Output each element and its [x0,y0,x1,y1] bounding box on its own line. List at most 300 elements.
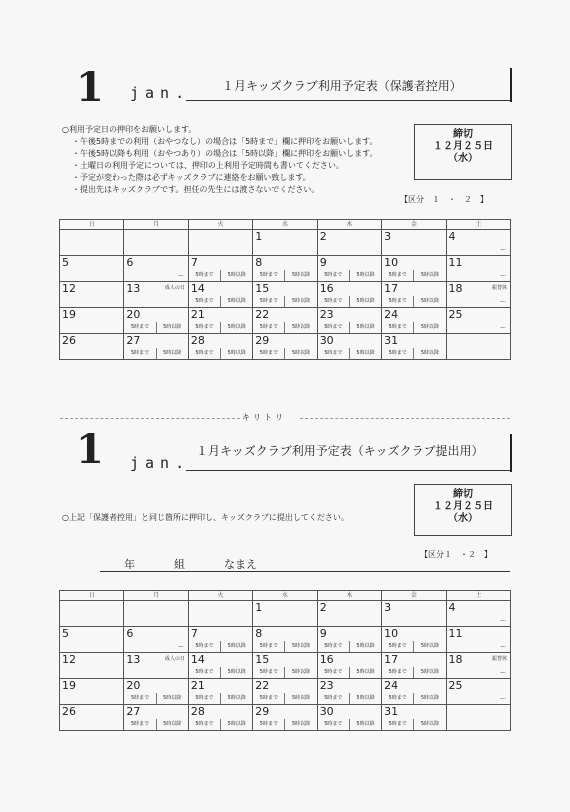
until-5pm-slot[interactable]: 5時まで [195,695,214,701]
until-5pm-slot[interactable]: 5時まで [324,721,343,727]
after-5pm-slot[interactable]: 5時以降 [349,693,381,704]
calendar-day-cell[interactable] [446,627,510,653]
day-number: 31 [384,334,399,347]
stamp-slots [124,719,187,730]
after-5pm-slot[interactable]: 5時以降 [349,719,381,730]
day-number: 22 [255,308,270,321]
year-label: 年 [124,558,135,571]
day-number: 7 [190,627,198,640]
calendar-week-row [60,705,511,731]
weekday-header: 木 [317,220,381,230]
calendar-day-cell[interactable] [382,334,446,360]
until-5pm-slot[interactable]: 5時まで [324,695,343,701]
calendar-day-cell[interactable] [317,627,381,653]
page-title: １月キッズクラブ利用予定表（保護者控用） [222,79,462,93]
weekday-header: 土 [446,591,510,601]
calendar-day-cell [382,230,446,256]
day-number: 4 [448,601,456,614]
until-5pm-slot[interactable]: 5時まで [259,643,278,649]
name-field-line[interactable] [100,571,510,572]
calendar-day-cell [60,679,124,705]
day-number: 14 [190,653,205,666]
calendar-empty-cell [60,601,124,627]
stamp-slots [189,348,252,359]
stamp-slots [189,270,252,281]
calendar-week-row [60,653,511,679]
day-number: 14 [190,282,205,295]
after-5pm-slot[interactable]: 5時以降 [156,719,188,730]
class-label: 組 [174,558,185,571]
title-underline [186,100,510,101]
calendar-top [59,219,511,360]
until-5pm-slot[interactable]: 5時まで [324,350,343,356]
calendar-day-cell [60,627,124,653]
day-number: 1 [255,601,263,614]
until-5pm-slot[interactable]: 5時まで [259,298,278,304]
day-number: 10 [384,256,399,269]
stamp-slots [253,296,316,307]
after-5pm-slot[interactable]: 5時以降 [284,693,316,704]
until-5pm-slot[interactable]: 5時まで [324,298,343,304]
calendar-day-cell [60,705,124,731]
stamp-slots [318,296,381,307]
calendar-day-cell[interactable] [317,679,381,705]
holiday-note: 成人の日 [164,656,185,662]
after-5pm-slot[interactable]: 5時以降 [413,719,445,730]
day-number: 20 [126,308,141,321]
day-number: 27 [126,705,141,718]
calendar-day-cell[interactable] [253,334,317,360]
after-5pm-slot[interactable]: 5時以降 [220,667,252,678]
stamp-slots [382,296,445,307]
weekday-header: 金 [382,220,446,230]
day-number: 12 [62,653,76,666]
calendar-empty-cell [188,230,252,256]
after-5pm-slot[interactable]: 5時以降 [156,322,188,333]
day-number: 26 [62,705,76,718]
holiday-note: 成人の日 [164,285,185,291]
day-number: 22 [255,679,270,692]
day-number: 23 [319,679,334,692]
stamp-slots [382,667,445,678]
day-number: 1 [255,230,263,243]
calendar-day-cell[interactable] [317,653,381,679]
after-5pm-slot[interactable]: 5時以降 [284,719,316,730]
instruction-item: ・予定が変わった際は必ずキッズクラブに連絡をお願い致します。 [72,173,311,182]
until-5pm-slot[interactable]: 5時まで [388,324,407,330]
weekday-header: 月 [124,591,188,601]
holiday-note: 振替休 [491,285,507,291]
calendar-week-row [60,230,511,256]
time-range-field[interactable]: ～ [499,618,506,625]
until-5pm-slot[interactable]: 5時まで [259,695,278,701]
day-number: 17 [384,653,399,666]
deadline-label: 締切 [453,129,473,140]
stamp-slots [253,641,316,652]
instructions [62,124,378,196]
after-5pm-slot[interactable]: 5時以降 [284,667,316,678]
until-5pm-slot[interactable]: 5時まで [388,721,407,727]
weekday-header: 木 [317,591,381,601]
until-5pm-slot[interactable]: 5時まで [259,721,278,727]
calendar-bottom [59,590,511,731]
deadline-date: １２月２５日 [433,141,493,152]
until-5pm-slot[interactable]: 5時まで [130,695,150,701]
until-5pm-slot[interactable]: 5時まで [195,669,214,675]
until-5pm-slot[interactable]: 5時まで [324,669,343,675]
stamp-slots [318,693,381,704]
after-5pm-slot[interactable]: 5時以降 [284,296,316,307]
calendar-day-cell[interactable] [124,705,188,731]
time-range-field[interactable]: ～ [499,273,506,280]
calendar-day-cell[interactable] [446,282,510,308]
until-5pm-slot[interactable]: 5時まで [259,350,278,356]
weekday-header-row [60,220,511,230]
after-5pm-slot[interactable]: 5時以降 [220,322,252,333]
day-number: 26 [62,334,76,347]
stamp-slots [318,270,381,281]
calendar-day-cell[interactable] [317,334,381,360]
weekday-header: 日 [60,591,124,601]
instruction-item: ・午後5時までの利用（おやつなし）の場合は「5時まで」欄に押印をお願いします。 [72,137,378,146]
after-5pm-slot[interactable]: 5時以降 [220,719,252,730]
day-number: 9 [319,627,327,640]
calendar-day-cell[interactable] [317,282,381,308]
until-5pm-slot[interactable]: 5時まで [130,721,150,727]
after-5pm-slot[interactable]: 5時以降 [413,270,445,281]
after-5pm-slot[interactable]: 5時以降 [413,641,445,652]
calendar-day-cell[interactable] [382,282,446,308]
calendar-day-cell[interactable] [124,627,188,653]
calendar-day-cell [60,308,124,334]
time-range-field[interactable]: ～ [499,299,506,306]
after-5pm-slot[interactable]: 5時以降 [284,641,316,652]
calendar-week-row [60,627,511,653]
until-5pm-slot[interactable]: 5時まで [195,324,214,330]
calendar-day-cell[interactable] [382,627,446,653]
calendar-day-cell[interactable] [253,627,317,653]
calendar-day-cell[interactable] [446,679,510,705]
deadline-box [414,124,512,180]
title-bracket [510,68,512,102]
calendar-day-cell [317,601,381,627]
until-5pm-slot[interactable]: 5時まで [130,324,150,330]
calendar-empty-cell [188,601,252,627]
category-selector[interactable]: 【区分 １ ・ ２ 】 [400,195,488,204]
day-number: 13 [126,282,141,295]
calendar-day-cell [124,653,188,679]
until-5pm-slot[interactable]: 5時まで [259,324,278,330]
until-5pm-slot[interactable]: 5時まで [259,272,278,278]
day-number: 11 [448,627,463,640]
weekday-header: 土 [446,220,510,230]
day-number: 21 [190,679,205,692]
cut-line-left [60,418,240,419]
until-5pm-slot[interactable]: 5時まで [388,272,407,278]
cut-line-right [300,418,510,419]
day-number: 12 [62,282,76,295]
calendar-day-cell[interactable] [188,653,252,679]
stamp-slots [189,641,252,652]
stamp-slots [253,270,316,281]
after-5pm-slot[interactable]: 5時以降 [349,667,381,678]
day-number: 29 [255,705,270,718]
day-number: 27 [126,334,141,347]
calendar-day-cell[interactable] [317,256,381,282]
calendar-day-cell[interactable] [382,308,446,334]
calendar-day-cell[interactable] [253,653,317,679]
after-5pm-slot[interactable]: 5時以降 [156,348,188,359]
after-5pm-slot[interactable]: 5時以降 [220,693,252,704]
stamp-slots [253,322,316,333]
weekday-header-row [60,591,511,601]
calendar-day-cell[interactable] [188,679,252,705]
after-5pm-slot[interactable]: 5時以降 [284,270,316,281]
after-5pm-slot[interactable]: 5時以降 [413,693,445,704]
calendar-day-cell[interactable] [124,308,188,334]
holiday-note: 振替休 [491,656,507,662]
day-number: 8 [255,627,263,640]
day-number: 20 [126,679,141,692]
day-number: 4 [448,230,456,243]
day-number: 24 [384,679,399,692]
calendar-day-cell[interactable] [382,653,446,679]
stamp-slots [318,641,381,652]
calendar-day-cell[interactable] [188,282,252,308]
day-number: 15 [255,282,270,295]
calendar-day-cell[interactable] [382,679,446,705]
after-5pm-slot[interactable]: 5時以降 [284,348,316,359]
time-range-field[interactable]: ～ [499,325,506,332]
until-5pm-slot[interactable]: 5時まで [195,272,214,278]
calendar-day-cell[interactable] [382,705,446,731]
calendar-day-cell[interactable] [446,601,510,627]
calendar-day-cell [60,282,124,308]
stamp-slots [382,693,445,704]
time-range-field[interactable]: ～ [499,247,506,254]
until-5pm-slot[interactable]: 5時まで [388,695,407,701]
stamp-slots [253,348,316,359]
weekday-header: 月 [124,220,188,230]
day-number: 7 [190,256,198,269]
stamp-slots [318,322,381,333]
stamp-slots [189,693,252,704]
until-5pm-slot[interactable]: 5時まで [195,643,214,649]
calendar-day-cell[interactable] [446,230,510,256]
calendar-week-row [60,282,511,308]
stamp-slots [253,719,316,730]
day-number: 24 [384,308,399,321]
until-5pm-slot[interactable]: 5時まで [324,272,343,278]
calendar-day-cell[interactable] [188,334,252,360]
until-5pm-slot[interactable]: 5時まで [195,721,214,727]
until-5pm-slot[interactable]: 5時まで [388,350,407,356]
calendar-day-cell [253,230,317,256]
after-5pm-slot[interactable]: 5時以降 [220,641,252,652]
after-5pm-slot[interactable]: 5時以降 [284,322,316,333]
stamp-slots [318,667,381,678]
calendar-day-cell[interactable] [253,705,317,731]
until-5pm-slot[interactable]: 5時まで [195,350,214,356]
until-5pm-slot[interactable]: 5時まで [259,669,278,675]
day-number: 2 [319,601,327,614]
stamp-slots [382,348,445,359]
weekday-header: 火 [188,220,252,230]
day-number: 23 [319,308,334,321]
day-number: 17 [384,282,399,295]
day-number: 15 [255,653,270,666]
day-number: 30 [319,705,334,718]
calendar-day-cell[interactable] [382,256,446,282]
day-number: 25 [448,308,463,321]
calendar-day-cell [317,230,381,256]
after-5pm-slot[interactable]: 5時以降 [349,348,381,359]
instruction-item: ・土曜日の利用予定については、押印の上利用予定時間も書いてください。 [72,161,344,170]
after-5pm-slot[interactable]: 5時以降 [349,296,381,307]
day-number: 28 [190,334,205,347]
stamp-slots [382,322,445,333]
month-name: jan. [130,84,191,102]
day-number: 5 [62,256,69,269]
day-number: 3 [384,230,392,243]
calendar-day-cell[interactable] [124,256,188,282]
after-5pm-slot[interactable]: 5時以降 [220,348,252,359]
day-number: 31 [384,705,399,718]
deadline-day: （水） [448,153,478,164]
calendar-day-cell[interactable] [446,308,510,334]
time-range-field[interactable]: ～ [177,644,184,651]
month-number: 1 [76,426,104,473]
day-number: 29 [255,334,270,347]
calendar-day-cell[interactable] [124,334,188,360]
calendar-day-cell[interactable] [446,256,510,282]
calendar-empty-cell [446,334,510,360]
month-number: 1 [76,64,104,111]
calendar-day-cell[interactable] [253,256,317,282]
day-number: 9 [319,256,327,269]
title-bracket [510,434,512,472]
category-selector[interactable]: 【区分１ ・２ 】 [420,550,492,559]
after-5pm-slot[interactable]: 5時以降 [349,641,381,652]
calendar-day-cell [253,601,317,627]
stamp-slots [189,322,252,333]
day-number: 6 [126,627,134,640]
calendar-empty-cell [124,601,188,627]
stamp-slots [189,719,252,730]
calendar-empty-cell [446,705,510,731]
after-5pm-slot[interactable]: 5時以降 [413,667,445,678]
after-5pm-slot[interactable]: 5時以降 [349,270,381,281]
time-range-field[interactable]: ～ [177,273,184,280]
calendar-day-cell[interactable] [188,627,252,653]
after-5pm-slot[interactable]: 5時以降 [156,693,188,704]
stamp-slots [382,719,445,730]
stamp-slots [124,693,187,704]
day-number: 18 [448,282,463,295]
stamp-slots [189,296,252,307]
calendar-day-cell [60,256,124,282]
calendar-day-cell[interactable] [446,653,510,679]
calendar-day-cell[interactable] [188,256,252,282]
weekday-header: 金 [382,591,446,601]
day-number: 11 [448,256,463,269]
after-5pm-slot[interactable]: 5時以降 [220,296,252,307]
page-title: １月キッズクラブ利用予定表（キッズクラブ提出用） [196,444,484,458]
calendar-week-row [60,601,511,627]
day-number: 3 [384,601,392,614]
calendar-week-row [60,679,511,705]
day-number: 16 [319,282,334,295]
until-5pm-slot[interactable]: 5時まで [324,643,343,649]
day-number: 10 [384,627,399,640]
day-number: 30 [319,334,334,347]
deadline-date: １２月２５日 [433,501,493,512]
calendar-day-cell [124,282,188,308]
after-5pm-slot[interactable]: 5時以降 [413,322,445,333]
calendar-day-cell[interactable] [253,308,317,334]
after-5pm-slot[interactable]: 5時以降 [220,270,252,281]
weekday-header: 水 [253,591,317,601]
day-number: 18 [448,653,463,666]
calendar-day-cell[interactable] [317,308,381,334]
stamp-slots [253,693,316,704]
stamp-slots [318,719,381,730]
calendar-day-cell[interactable] [188,705,252,731]
title-underline [186,470,510,471]
time-range-field[interactable]: ～ [499,644,506,651]
calendar-empty-cell [124,230,188,256]
until-5pm-slot[interactable]: 5時まで [195,298,214,304]
until-5pm-slot[interactable]: 5時まで [324,324,343,330]
stamp-slots [253,667,316,678]
after-5pm-slot[interactable]: 5時以降 [413,348,445,359]
deadline-label: 締切 [453,489,473,500]
time-range-field[interactable]: ～ [499,696,506,703]
stamp-slots [382,641,445,652]
day-number: 16 [319,653,334,666]
instruction-item: ・午後5時以降も利用（おやつあり）の場合は「5時以降」欄に押印をお願いします。 [72,149,378,158]
calendar-day-cell[interactable] [124,679,188,705]
calendar-day-cell [60,653,124,679]
day-number: 13 [126,653,141,666]
after-5pm-slot[interactable]: 5時以降 [349,322,381,333]
submit-instruction: ○上記「保護者控用」と同じ箇所に押印し、キッズクラブに提出してください。 [62,513,349,522]
until-5pm-slot[interactable]: 5時まで [388,298,407,304]
until-5pm-slot[interactable]: 5時まで [130,350,150,356]
stamp-slots [189,667,252,678]
time-range-field[interactable]: ～ [499,670,506,677]
deadline-box [414,484,512,536]
calendar-day-cell[interactable] [253,282,317,308]
calendar-day-cell [382,601,446,627]
calendar-day-cell[interactable] [317,705,381,731]
day-number: 2 [319,230,327,243]
day-number: 8 [255,256,263,269]
after-5pm-slot[interactable]: 5時以降 [413,296,445,307]
calendar-day-cell[interactable] [253,679,317,705]
cut-label: キリトリ [242,413,286,422]
calendar-day-cell[interactable] [188,308,252,334]
until-5pm-slot[interactable]: 5時まで [388,643,407,649]
month-name: jan. [130,454,191,472]
stamp-slots [124,348,187,359]
calendar-week-row [60,308,511,334]
until-5pm-slot[interactable]: 5時まで [388,669,407,675]
day-number: 5 [62,627,69,640]
stamp-slots [318,348,381,359]
calendar-week-row [60,334,511,360]
calendar-day-cell [60,334,124,360]
